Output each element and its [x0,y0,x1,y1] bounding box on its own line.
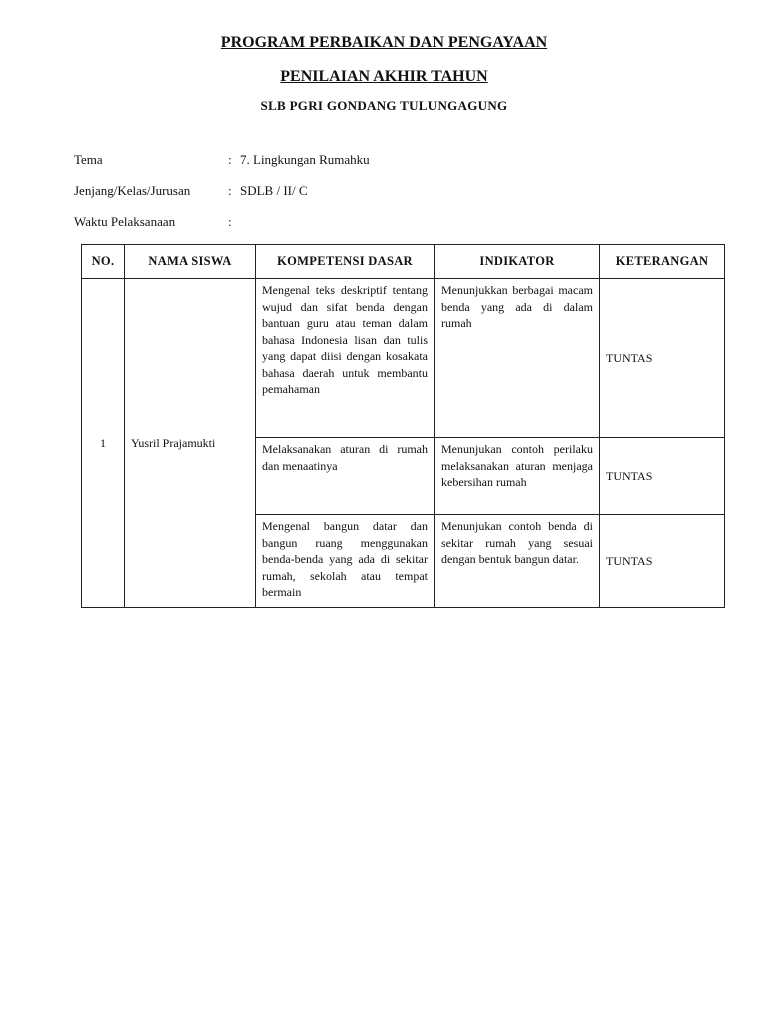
header-indikator: INDIKATOR [435,245,600,279]
indikator-cell: Menunjukan contoh benda di sekitar rumah yang sesuai dengan bentuk bangun datar. [435,515,600,608]
waktu-separator: : [228,214,232,229]
table-header-row [82,245,725,279]
header-keterangan: KETERANGAN [600,245,725,279]
header-no: NO. [82,245,125,279]
kompetensi-cell: Melaksanakan aturan di rumah dan menaatinya [256,438,435,515]
kompetensi-cell: Mengenal teks deskriptif tentang wujud dan sifat benda dengan bantuan guru atau teman dalam bahasa Indonesia lisan dan tulis yang dapat diisi dengan kosakata bahasa daerah untuk membantu pemahaman [256,279,435,438]
student-number: 1 [82,279,125,608]
header-nama-siswa: NAMA SISWA [125,245,256,279]
jenjang-value: SDLB / II/ C [240,183,308,198]
table-row [82,279,725,438]
keterangan-cell: TUNTAS [600,515,725,608]
jenjang-label: Jenjang/Kelas/Jurusan [74,183,191,198]
student-name: Yusril Prajamukti [125,279,256,608]
indikator-cell: Menunjukkan berbagai macam benda yang ada di dalam rumah [435,279,600,438]
document-subtitle: PENILAIAN AKHIR TAHUN [280,68,488,85]
tema-separator: : [228,152,232,167]
header-kompetensi-dasar: KOMPETENSI DASAR [256,245,435,279]
tema-label: Tema [74,152,103,167]
assessment-table [81,244,725,608]
keterangan-cell: TUNTAS [600,438,725,515]
document-title: PROGRAM PERBAIKAN DAN PENGAYAAN [220,34,548,51]
kompetensi-cell: Mengenal bangun datar dan bangun ruang menggunakan benda-benda yang ada di sekitar rumah, sekolah atau tempat bermain [256,515,435,608]
school-name: SLB PGRI GONDANG TULUNGAGUNG [260,98,508,113]
keterangan-cell: TUNTAS [600,279,725,438]
jenjang-separator: : [228,183,232,198]
waktu-label: Waktu Pelaksanaan [74,214,176,229]
tema-value: 7. Lingkungan Rumahku [240,152,370,167]
indikator-cell: Menunjukan contoh perilaku melaksanakan aturan menjaga kebersihan rumah [435,438,600,515]
